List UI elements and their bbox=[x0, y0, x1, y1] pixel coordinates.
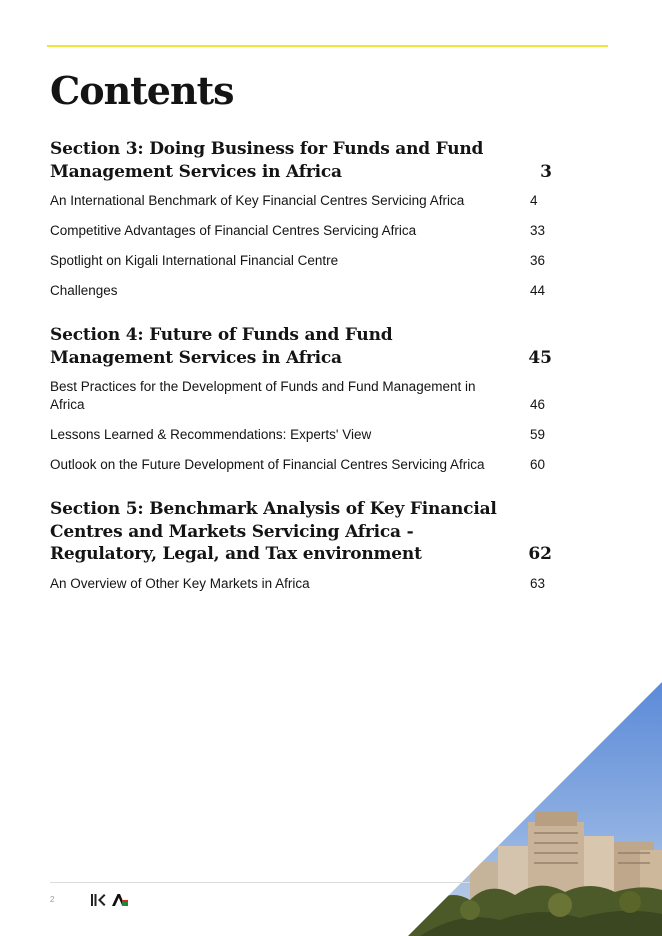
section-page-number: 45 bbox=[528, 347, 552, 368]
entry-title: Outlook on the Future Development of Financial Centres Servicing Africa bbox=[50, 457, 485, 472]
footer-divider bbox=[50, 882, 470, 883]
header-accent-rule bbox=[47, 45, 608, 47]
section-page-number: 3 bbox=[540, 161, 552, 182]
page-number: 2 bbox=[50, 895, 55, 904]
partner-logo-icon bbox=[90, 893, 106, 907]
section-title: Section 4: Future of Funds and Fund Management Services in Africa bbox=[50, 325, 393, 368]
entry-title: Best Practices for the Development of Funds and Fund Management in Africa bbox=[50, 379, 476, 412]
section-heading[interactable] bbox=[50, 498, 560, 566]
section-title: Section 3: Doing Business for Funds and Fund Management Services in Africa bbox=[50, 139, 484, 182]
toc-section-5 bbox=[50, 498, 560, 593]
entry-title: Spotlight on Kigali International Financial Centre bbox=[50, 253, 339, 268]
entry-title: Challenges bbox=[50, 283, 118, 298]
entry-title: An Overview of Other Key Markets in Africa bbox=[50, 575, 310, 591]
partner-logo-a-icon bbox=[111, 893, 129, 907]
table-of-contents bbox=[50, 138, 560, 617]
section-heading[interactable] bbox=[50, 138, 560, 183]
section-title: Section 5: Benchmark Analysis of Key Financial Centres and Markets Servicing Africa - Regulatory, Legal, and Tax environment bbox=[50, 499, 497, 564]
page-title: Contents bbox=[50, 68, 234, 113]
entry-title: An International Benchmark of Key Financial Centres Servicing Africa bbox=[50, 193, 465, 208]
entry-page-number: 4 bbox=[530, 193, 538, 208]
toc-entry[interactable] bbox=[50, 426, 560, 444]
entry-page-number: 44 bbox=[530, 283, 546, 298]
entry-title: Competitive Advantages of Financial Centres Servicing Africa bbox=[50, 223, 417, 238]
toc-entry[interactable] bbox=[50, 282, 560, 300]
entry-page-number: 63 bbox=[530, 575, 546, 591]
section-heading[interactable] bbox=[50, 324, 560, 369]
toc-section-3 bbox=[50, 138, 560, 300]
entry-title: Lessons Learned & Recommendations: Experts' View bbox=[50, 427, 372, 442]
toc-entry[interactable] bbox=[50, 575, 560, 593]
entry-page-number: 59 bbox=[530, 427, 546, 442]
entry-page-number: 36 bbox=[530, 253, 546, 268]
entry-page-number: 60 bbox=[530, 457, 546, 472]
entry-page-number: 46 bbox=[530, 397, 546, 412]
footer-logos bbox=[90, 893, 129, 907]
toc-entry[interactable] bbox=[50, 192, 560, 210]
toc-entry[interactable] bbox=[50, 222, 560, 240]
toc-section-4 bbox=[50, 324, 560, 474]
toc-entry[interactable] bbox=[50, 378, 560, 414]
section-page-number: 62 bbox=[528, 544, 552, 564]
entry-page-number: 33 bbox=[530, 223, 546, 238]
toc-entry[interactable] bbox=[50, 252, 560, 270]
toc-entry[interactable] bbox=[50, 456, 560, 474]
